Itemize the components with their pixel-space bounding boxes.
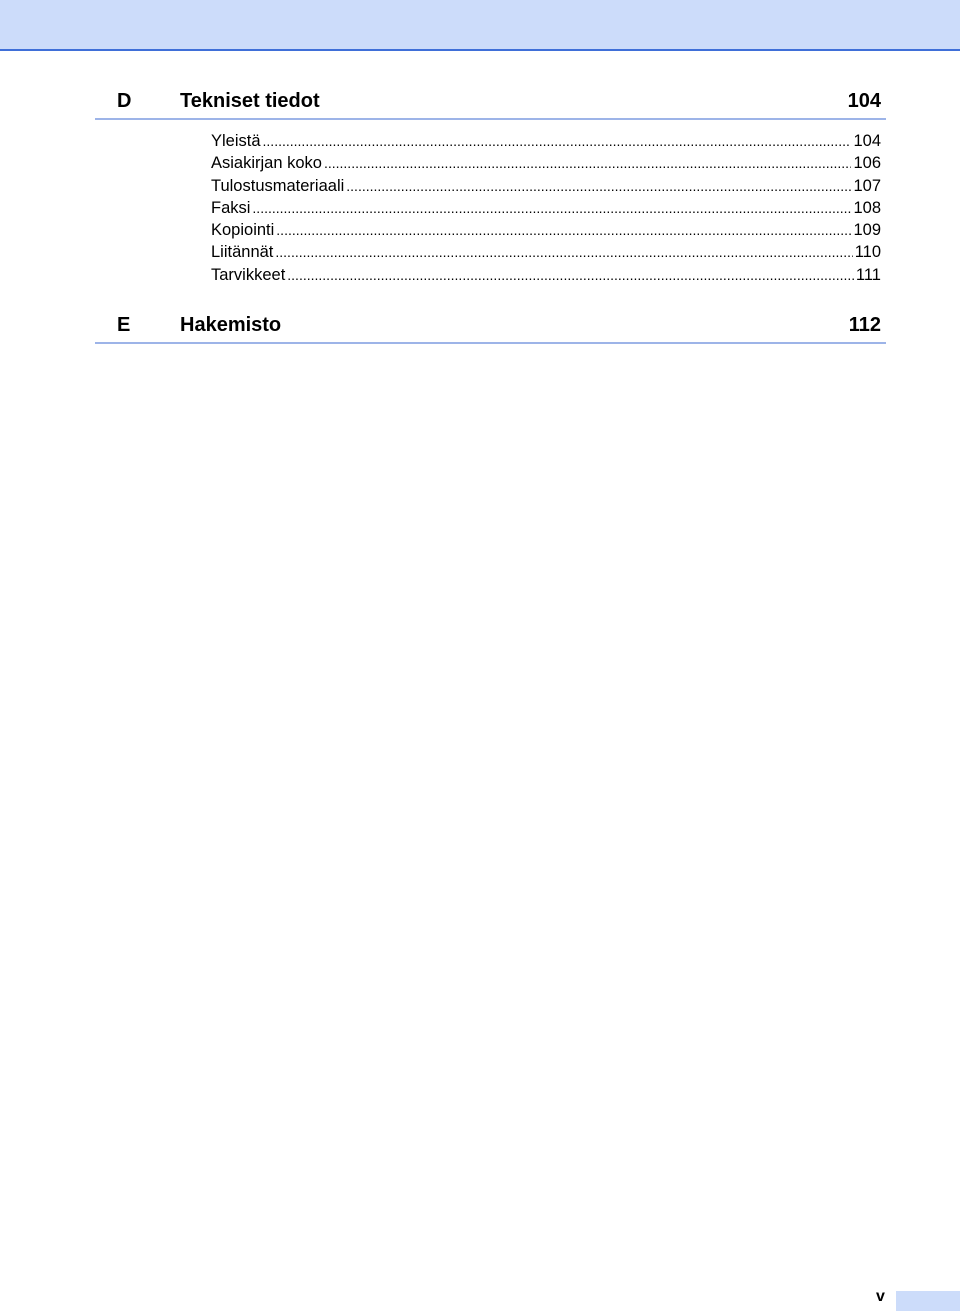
toc-entry-label: Kopiointi bbox=[211, 221, 275, 240]
toc-entry[interactable] bbox=[211, 175, 881, 197]
footer-band bbox=[896, 1291, 960, 1311]
chapter-heading-e[interactable] bbox=[95, 310, 886, 344]
page-folio: v bbox=[876, 1288, 885, 1305]
toc-entry-label: Tulostusmateriaali bbox=[211, 176, 345, 195]
dot-leader bbox=[252, 197, 851, 219]
dot-leader bbox=[263, 130, 852, 152]
toc-entry[interactable] bbox=[211, 264, 881, 286]
toc-entry-page: 107 bbox=[853, 176, 881, 195]
toc-entry-page: 104 bbox=[853, 132, 881, 150]
toc-entry-page: 106 bbox=[853, 154, 881, 173]
dot-leader bbox=[346, 175, 851, 197]
toc-entry-label: Liitännät bbox=[211, 243, 274, 262]
toc-entry[interactable] bbox=[211, 152, 881, 174]
toc-entry[interactable] bbox=[211, 241, 881, 263]
toc-entry-page: 109 bbox=[853, 221, 881, 240]
dot-leader bbox=[287, 264, 854, 286]
header-band bbox=[0, 0, 960, 51]
toc-entry-label: Yleistä bbox=[211, 132, 261, 150]
toc-entry-page: 111 bbox=[855, 265, 881, 284]
toc-entry-page: 110 bbox=[854, 243, 881, 262]
toc-entry-page: 108 bbox=[853, 198, 881, 217]
toc-entry-list bbox=[211, 130, 881, 286]
toc-entry-label: Asiakirjan koko bbox=[211, 154, 322, 173]
chapter-page-number: 112 bbox=[848, 314, 881, 336]
toc-entry[interactable] bbox=[211, 197, 881, 219]
dot-leader bbox=[276, 219, 851, 241]
toc-entry[interactable] bbox=[211, 130, 881, 152]
chapter-heading-d[interactable] bbox=[95, 86, 886, 120]
chapter-letter: D bbox=[117, 90, 132, 112]
dot-leader bbox=[324, 152, 852, 174]
toc-entry-label: Faksi bbox=[211, 198, 251, 217]
chapter-title: Tekniset tiedot bbox=[180, 90, 320, 112]
dot-leader bbox=[275, 241, 852, 263]
toc-entry[interactable] bbox=[211, 219, 881, 241]
toc-entry-label: Tarvikkeet bbox=[211, 265, 286, 284]
chapter-page-number: 104 bbox=[847, 90, 881, 112]
chapter-title: Hakemisto bbox=[180, 314, 282, 336]
chapter-letter: E bbox=[117, 314, 131, 336]
